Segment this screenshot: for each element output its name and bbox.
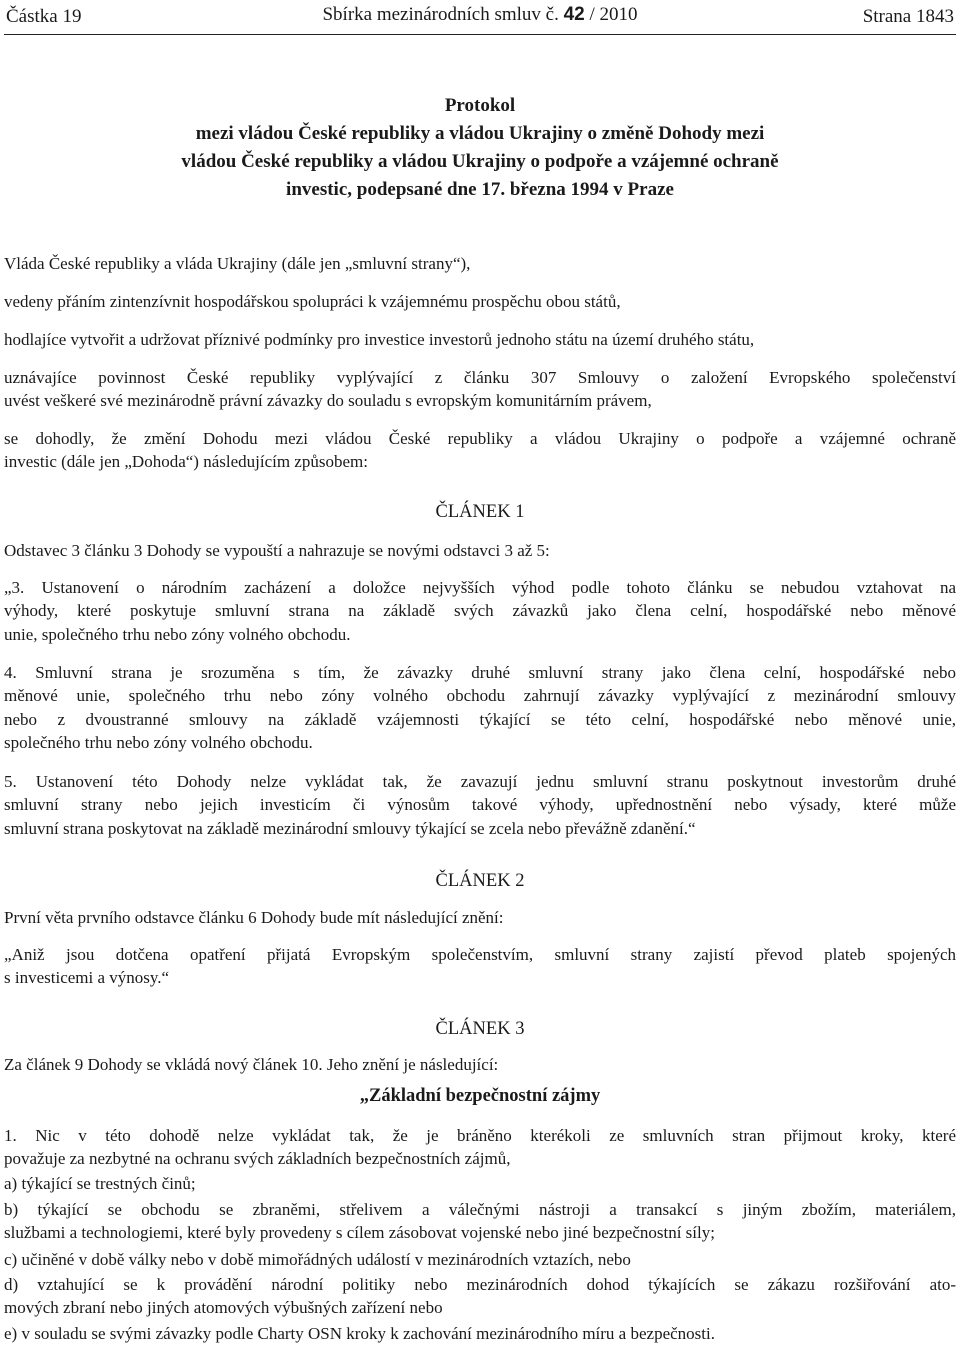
article-heading: ČLÁNEK 3 xyxy=(435,1019,525,1039)
header-issue-number: 42 xyxy=(563,4,585,25)
title-line: mezi vládou České republiky a vládou Ukrajiny o změně Dohody mezi xyxy=(195,123,765,144)
text-line: Za článek 9 Dohody se vkládá nový článek 10. Jeho znění je následující: xyxy=(4,1055,499,1074)
article-heading: ČLÁNEK 2 xyxy=(435,871,525,891)
header-journal xyxy=(6,2,954,28)
text-line: d) vztahující se k provádění národní politiky nebo mezinárodních dohod týkajících se zákazu rozšiřování ato- xyxy=(4,1275,956,1294)
text-line: Vláda České republiky a vláda Ukrajiny (dále jen „smluvní strany“), xyxy=(4,254,471,273)
header-part: Částka 19 xyxy=(6,6,82,27)
title-line: investic, podepsané dne 17. března 1994 v Praze xyxy=(286,179,674,200)
text-line: c) učiněné v době války nebo v době mimořádných událostí v mezinárodních vztazích, nebo xyxy=(4,1250,631,1269)
article-paragraph xyxy=(4,770,956,840)
text-line: považuje za nezbytné na ochranu svých základních bezpečnostních zájmů, xyxy=(4,1149,511,1169)
page-header xyxy=(6,2,954,32)
preamble-paragraph xyxy=(4,427,956,474)
preamble-paragraph xyxy=(4,328,956,351)
document-title xyxy=(100,92,860,204)
list-item xyxy=(4,1322,956,1345)
list-item xyxy=(4,1198,956,1245)
header-journal-name: Sbírka mezinárodních smluv č. xyxy=(322,4,559,25)
text-line: výhody, které poskytuje smluvní strana na základě svých závazků jako člena celní, hospodářské nebo měnové xyxy=(4,601,956,621)
list-item xyxy=(4,1248,956,1271)
text-line: e) v souladu se svými závazky podle Charty OSN kroky k zachování mezinárodního míru a bezpečnosti. xyxy=(4,1324,715,1343)
text-line: unie, společného trhu nebo zóny volného obchodu. xyxy=(4,624,351,644)
text-line: smluvní strany nebo jejich investicím či výnosům takové výhody, upřednostnění nebo výsady, které může xyxy=(4,795,956,815)
article-paragraph xyxy=(4,943,956,990)
text-line: s investicemi a výnosy.“ xyxy=(4,968,170,988)
article-intro xyxy=(4,539,956,562)
article-subheading: „Základní bezpečnostní zájmy xyxy=(359,1086,601,1106)
article-heading: ČLÁNEK 1 xyxy=(435,502,525,522)
article-intro xyxy=(4,1053,956,1076)
title-line: vládou České republiky a vládou Ukrajiny o podpoře a vzájemné ochraně xyxy=(181,151,779,172)
text-line: uvést veškeré své mezinárodně právní závazky do souladu s evropským komunitárním právem, xyxy=(4,391,652,411)
text-line: 1. Nic v této dohodě nelze vykládat tak, že je bráněno kterékoli ze smluvních stran přijmout kroky, které xyxy=(4,1126,956,1145)
article-paragraph xyxy=(4,1124,956,1171)
preamble-paragraph xyxy=(4,290,956,313)
text-line: hodlajíce vytvořit a udržovat příznivé podmínky pro investice investorů jednoho státu na území druhého státu, xyxy=(4,330,755,349)
text-line: a) týkající se trestných činů; xyxy=(4,1174,196,1193)
text-line: nebo z dvoustranné smlouvy na základě vzájemnosti týkající se této celní, hospodářské nebo měnové unie, xyxy=(4,709,956,729)
text-line: „Aniž jsou dotčena opatření přijatá Evropským společenstvím, smluvní strany zajistí převod plateb spojených xyxy=(4,945,956,964)
list-item xyxy=(4,1273,956,1320)
text-line: službami a technologiemi, které byly provedeny s cílem zásobovat vojenské nebo jiné bezpečnostní síly; xyxy=(4,1223,715,1243)
article-paragraph xyxy=(4,661,956,755)
header-rule xyxy=(4,34,956,35)
text-line: b) týkající se obchodu se zbraněmi, střelivem a válečnými nástroji a transakcí s jiným zbožím, materiálem, xyxy=(4,1200,956,1219)
title-line: Protokol xyxy=(444,95,516,116)
text-line: se dohodly, že změní Dohodu mezi vládou České republiky a vládou Ukrajiny o podpoře a vzájemné ochraně xyxy=(4,429,956,448)
text-line: Odstavec 3 článku 3 Dohody se vypouští a nahrazuje se novými odstavci 3 až 5: xyxy=(4,541,550,560)
text-line: společného trhu nebo zóny volného obchodu. xyxy=(4,733,313,753)
text-line: mových zbraní nebo jiných atomových výbušných zařízení nebo xyxy=(4,1298,443,1318)
list-item xyxy=(4,1172,956,1195)
text-line: uznávajíce povinnost České republiky vyplývající z článku 307 Smlouvy o založení Evropského společenství xyxy=(4,368,956,387)
text-line: „3. Ustanovení o národním zacházení a doložce nejvyšších výhod podle tohoto článku se nebudou vztahovat na xyxy=(4,578,956,597)
text-line: vedeny přáním zintenzívnit hospodářskou spolupráci k vzájemnému prospěchu obou států, xyxy=(4,292,621,311)
preamble-paragraph xyxy=(4,366,956,413)
text-line: 4. Smluvní strana je srozuměna s tím, že závazky druhé smluvní strany jako člena celní, hospodářské nebo xyxy=(4,663,956,682)
text-line: investic (dále jen „Dohoda“) následujícím způsobem: xyxy=(4,452,368,472)
preamble-paragraph xyxy=(4,252,956,275)
article-paragraph xyxy=(4,576,956,646)
text-line: První věta prvního odstavce článku 6 Dohody bude mít následující znění: xyxy=(4,908,504,927)
header-year: / 2010 xyxy=(589,4,638,25)
text-line: měnové unie, společného trhu nebo zóny volného obchodu zahrnují závazky vyplývající z mezinárodní smlouvy xyxy=(4,686,956,706)
article-intro xyxy=(4,906,956,929)
text-line: 5. Ustanovení této Dohody nelze vykládat tak, že zavazují jednu smluvní stranu poskytnout investorům druhé xyxy=(4,772,956,791)
header-page-number: Strana 1843 xyxy=(862,6,954,27)
text-line: smluvní strana poskytovat na základě mezinárodní smlouvy týkající se zcela nebo převážně zdanění.“ xyxy=(4,818,696,838)
